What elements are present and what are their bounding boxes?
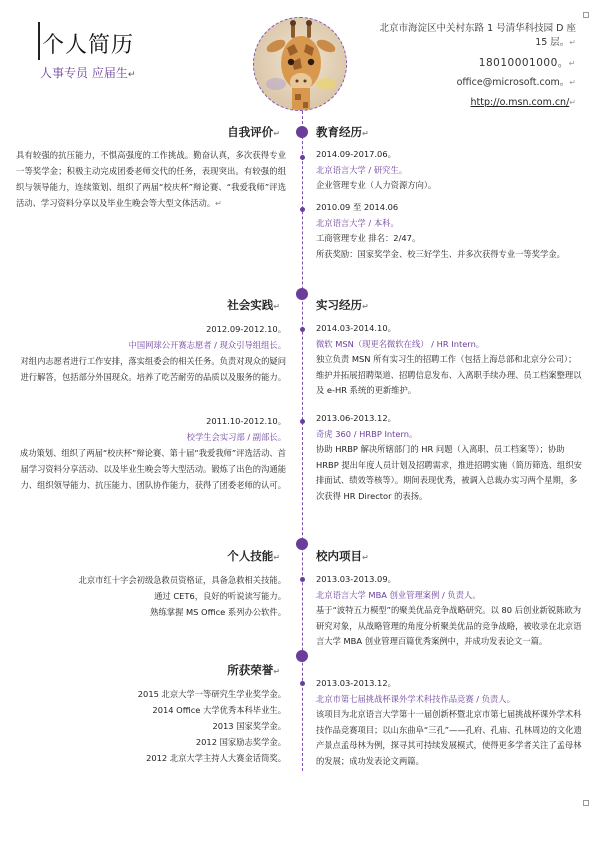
- section-title-text: 个人技能: [227, 549, 274, 563]
- education-item: [316, 200, 584, 262]
- address: [376, 22, 576, 51]
- education-school: 北京语言大学 / 研究生。: [316, 164, 408, 175]
- honor-item: 2012 国家励志奖学金。: [195, 737, 286, 747]
- page-corner-marker: [583, 12, 589, 18]
- paragraph-mark: ↵: [273, 302, 280, 311]
- section-title-text: 社会实践: [227, 298, 274, 312]
- internship-date: 2014.03-2014.10。: [316, 323, 396, 333]
- project-text: 基于“波特五力模型”的聚美优品竞争战略研究。以 80 后创业新锐陈欧为研究对象，从战略管理的角度分析聚美优品的竞争战略，被收录在北京语言大学 MBA 创业管理百篇优秀案例中，并成功发表论文一篇。: [316, 605, 582, 646]
- section-title-text: 校内项目: [316, 549, 362, 563]
- internship-date: 2013.06-2013.12。: [316, 413, 396, 423]
- email-text: office@microsoft.com。: [456, 77, 570, 89]
- project-org: 北京语言大学 MBA 创业管理案例 / 负责人。: [316, 589, 481, 600]
- internship-text: 协助 HRBP 解决所辖部门的 HR 问题（入离职、员工档案等）；协助 HRBP 提出年度人员计划及招聘需求，推进招聘实施（简历筛选、组织安排面试、绩效等核等）。期间表现优秀，被调入总裁办实习两个星期，多次获得 HR Director 的表扬。: [316, 444, 582, 501]
- project-org: 北京市第七届挑战杯课外学术科技作品竞赛 / 负责人。: [316, 693, 515, 704]
- paragraph-mark: ↵: [273, 553, 280, 562]
- page-corner-marker: [583, 800, 589, 806]
- email: [376, 76, 576, 90]
- paragraph-mark: ↵: [569, 38, 576, 48]
- social-item: [16, 321, 286, 385]
- timeline-dot: [300, 155, 305, 160]
- timeline-dot: [300, 681, 305, 686]
- education-detail: 工商管理专业 排名：2/47。: [316, 233, 421, 243]
- timeline-dot: [300, 577, 305, 582]
- honor-item: 2013 国家奖学金。: [212, 721, 286, 731]
- social-date: 2011.10-2012.10。: [206, 416, 286, 426]
- project-item: [316, 572, 584, 650]
- honors-list: [16, 686, 286, 766]
- section-title-skills: [227, 548, 280, 564]
- education-awards: 所获奖励：国家奖学金、校三好学生、并多次获得专业一等奖学金。: [316, 248, 565, 259]
- self-eval-text: [16, 147, 286, 212]
- education-detail: 企业管理专业（人力资源方向）。: [316, 180, 437, 190]
- resume-name: 个人简历: [42, 33, 135, 58]
- project-item: [316, 676, 584, 769]
- internship-org: 奇虎 360 / HRBP Intern。: [316, 428, 418, 439]
- skill-item: 北京市红十字会初级急救员资格证，具备急救相关技能。: [78, 575, 286, 585]
- address-text: 北京市海淀区中关村东路 1 号清华科技园 D 座 15 层。: [379, 23, 576, 49]
- paragraph-mark: ↵: [569, 78, 576, 88]
- skill-item: 通过 CET6，良好的听说读写能力。: [154, 591, 286, 601]
- timeline-dot: [300, 207, 305, 212]
- social-text: 成功策划、组织了两届“校庆杯”辩论赛、第十届“我爱我师”评选活动、首届学习资料分享活动、以及毕业生晚会等大型活动。锻炼了出色的沟通能力、组织领导能力、抗压能力、团队协作能力，获得了团委老师的认可。: [19, 448, 286, 490]
- social-org: 校学生会实习部 / 副部长。: [186, 432, 286, 442]
- phone: [376, 56, 576, 72]
- paragraph-mark: ↵: [568, 58, 576, 68]
- section-title-projects: [316, 548, 369, 564]
- internship-org: 微软 MSN（现更名微软在线） / HR Intern。: [316, 338, 485, 349]
- avatar: [253, 17, 347, 111]
- section-title-honors: [227, 662, 280, 678]
- timeline-node: [296, 650, 308, 662]
- social-text: 对组内志愿者进行工作安排，落实组委会的相关任务。负责对现众的疑问进行解答，包括部分外国现众。培养了吃苦耐劳的品质以及服务的能力。: [20, 356, 286, 382]
- paragraph-mark: ↵: [362, 302, 369, 311]
- phone-text: 18010001000。: [478, 56, 569, 69]
- project-text: 该项目为北京语言大学第十一届创新杯暨北京市第七届挑战杯课外学术科技作品竞赛项目；以山东曲阜“三孔”——孔府、孔庙、孔林周边的文化遗产景点孟母林为例，探寻其可持续发展模式，使得更多学者关注了孟母林的发展；成功发表论文两篇。: [316, 709, 582, 766]
- text-cursor: [38, 22, 40, 60]
- section-title-text: 教育经历: [316, 125, 362, 139]
- education-date: 2010.09 至 2014.06: [316, 202, 399, 212]
- social-org: 中国网球公开赛志愿者 / 现众引导组组长。: [128, 340, 286, 350]
- project-date: 2013.03-2013.12。: [316, 678, 396, 688]
- paragraph-mark: ↵: [273, 667, 280, 676]
- education-school: 北京语言大学 / 本科。: [316, 217, 399, 228]
- project-date: 2013.03-2013.09。: [316, 574, 396, 584]
- section-title-self-eval: [227, 124, 280, 140]
- honor-item: 2015 北京大学一等研究生学业奖学金。: [137, 689, 286, 699]
- paragraph-mark: ↵: [215, 199, 222, 208]
- internship-text: 独立负责 MSN 所有实习生的招聘工作（包括上海总部和北京分公司）；维护并拓展招聘渠道、招聘信息发布、入离职手续办理、员工档案整理以及 e-HR 系统的更新维护。: [316, 354, 582, 395]
- section-title-text: 实习经历: [316, 298, 362, 312]
- paragraph-mark: ↵: [569, 97, 576, 107]
- website-link[interactable]: http://o.msn.com.cn/: [470, 96, 570, 108]
- self-eval-content: 具有较强的抗压能力，不惧高强度的工作挑战。勤奋认真，多次获得专业一等奖学金；积极主动完成团委老师交代的任务，表现突出。有较强的组织与领导能力，连续策划、组织了两届“校庆杯”辩论赛、“我爱我师”评选活动、学习资料分享以及毕业生晚会等大型文体活动。: [16, 150, 286, 208]
- section-title-education: [316, 124, 369, 140]
- paragraph-mark: ↵: [127, 70, 136, 80]
- honor-item: 2012 北京大学主持人大赛金话筒奖。: [146, 753, 286, 763]
- section-title-text: 所获荣誉: [227, 663, 274, 677]
- timeline-node: [296, 538, 308, 550]
- honor-item: 2014 Office 大学优秀本科毕业生。: [152, 705, 286, 715]
- section-title-social: [227, 297, 280, 313]
- education-item: [316, 147, 584, 194]
- social-item: [16, 413, 286, 493]
- paragraph-mark: ↵: [362, 553, 369, 562]
- skills-list: [16, 572, 286, 620]
- internship-item: [316, 411, 584, 504]
- paragraph-mark: ↵: [362, 129, 369, 138]
- education-date: 2014.09-2017.06。: [316, 149, 396, 159]
- contact-info: [376, 22, 576, 115]
- job-title: [40, 64, 135, 81]
- giraffe-photo-icon: [254, 18, 347, 111]
- timeline-dot: [300, 419, 305, 424]
- skill-item: 熟练掌握 MS Office 系列办公软件。: [150, 607, 286, 617]
- timeline-dot: [300, 327, 305, 332]
- job-title-text: 人事专员 应届生: [40, 66, 128, 80]
- social-date: 2012.09-2012.10。: [206, 324, 286, 334]
- paragraph-mark: ↵: [273, 129, 280, 138]
- timeline-node: [296, 126, 308, 138]
- section-title-text: 自我评价: [227, 125, 274, 139]
- timeline-node: [296, 288, 308, 300]
- website[interactable]: [376, 96, 576, 110]
- section-title-internship: [316, 297, 369, 313]
- internship-item: [316, 321, 584, 399]
